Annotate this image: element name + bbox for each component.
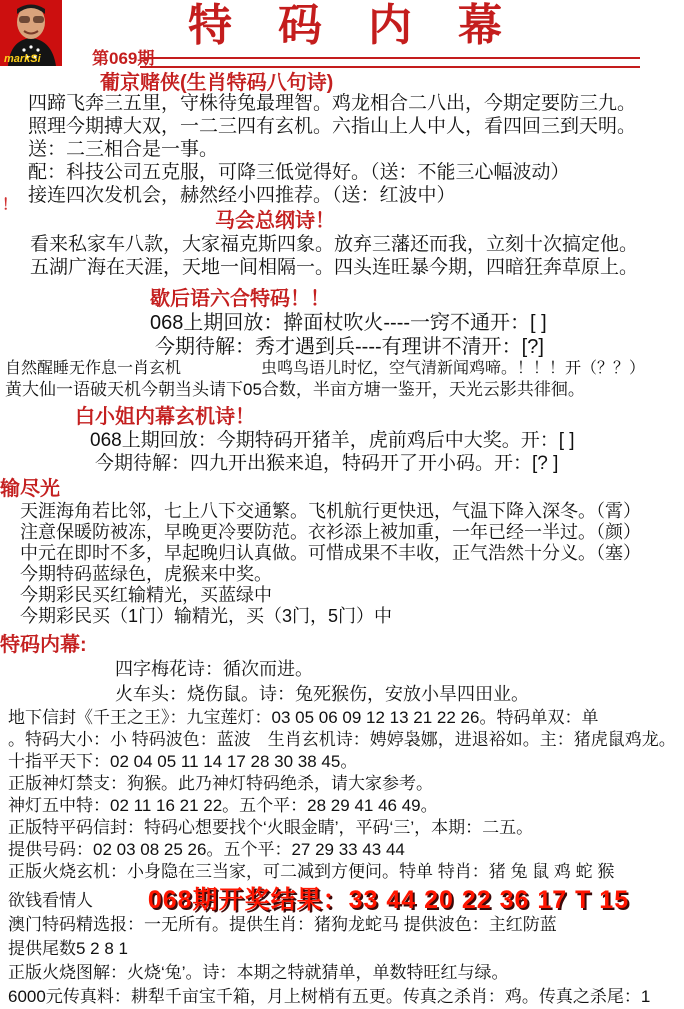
section-shujinguang (0, 477, 684, 627)
tip-line: 提供号码：02 03 08 25 26。五个平：27 29 33 43 44 (8, 840, 405, 859)
section-heading-pujing: 葡京赌侠(生肖特码八句诗) (100, 72, 334, 94)
page-title: 特码内幕 (188, 1, 548, 50)
section-heading-shujinguang: 输尽光 (0, 478, 60, 500)
tip-line: 正版神灯禁支：狗猴。此乃神灯特码绝杀，请大家参考。 (8, 774, 433, 793)
section-pujing (0, 92, 684, 207)
tip-line: 提供尾数5 2 8 1 (8, 939, 128, 958)
margin-exclamation-mark: ！ (2, 196, 18, 213)
tip-line: 。特码大小：小 特码波色：蓝波 生肖玄机诗：娉婷袅娜，进退裕如。主：猪虎鼠鸡龙。 (8, 730, 676, 749)
tip-line: 今期彩民买（1门）输精光，买（3门，5门）中 (20, 606, 393, 626)
section-heading-temaneimu: 特码内幕: (0, 634, 87, 656)
poem-line: 看来私家车八款，大家福克斯四象。放弃三藩还而我，立刻十次搞定他。 (30, 234, 639, 255)
marksix-logo (0, 0, 62, 66)
poem-line: 照理今期搏大双，一二三四有玄机。六指山上人中人，看四回三到天明。 (28, 116, 637, 137)
train-head-line: 火车头：烧伤鼠。诗：兔死猴伤，安放小旱四田业。 (115, 684, 529, 704)
tip-line: 正版火烧图解：火烧‘兔’。诗：本期之特就猜单，单数特旺红与绿。 (8, 963, 509, 982)
section-temaneimu (0, 633, 684, 1009)
section-heading-mahui: 马会总纲诗！ (215, 210, 335, 232)
tip-line: 地下信封《千王之王》：九宝莲灯：03 05 06 09 12 13 21 22 26。特码单双：单 (8, 708, 599, 727)
section-mahui (0, 209, 684, 279)
plum-poem-line: 四字梅花诗：循次而进。 (115, 659, 313, 679)
tip-line: 正版特平码信封：特码心想要找个‘火眼金睛’，平码‘三’，本期：二五。 (8, 818, 534, 837)
tip-line: 神灯五中特：02 11 16 21 22。五个平：28 29 41 46 49。 (8, 796, 438, 815)
poem-line: 068上期回放：今期特码开猪羊，虎前鸡后中大奖。开：[ ] (90, 430, 575, 451)
yuqian-label: 欲钱看情人 (8, 890, 93, 910)
riddle-last-issue: 068上期回放：擀面杖吹火----一窍不通开：[ ] (150, 312, 547, 334)
poem-line: 配：科技公司五克服，可降三低觉得好。（送：不能三心幅波动） (28, 162, 570, 183)
poem-line: 注意保暖防被冻，早晚更冷要防范。衣衫添上被加重，一年已经一半过。（颜） (20, 522, 641, 542)
section-baixiaojie (0, 405, 684, 475)
section-heading-xiehouyu: 歇后语六合特码！！ (150, 288, 330, 310)
poem-line: 五湖广海在天涯，天地一间相隔一。四头连旺暴今期，四暗狂奔草原上。 (30, 257, 639, 278)
draw-result-banner: 068期开奖结果：33 44 20 22 36 17 T 15 (147, 886, 630, 914)
tip-line: 今期彩民买红输精光，买蓝绿中 (20, 585, 272, 605)
poem-line: 中元在即时不多，早起晚归认真做。可惜成果不丰收，正气浩然十分义。（塞） (20, 543, 641, 563)
masthead (0, 0, 684, 92)
poem-line: 送：二三相合是一事。 (28, 139, 219, 160)
riddle-current-issue: 今期待解：秀才遇到兵----有理讲不清开：[?] (155, 336, 544, 358)
tip-line: 6000元传真料：耕犁千亩宝千箱，月上树梢有五更。传真之杀肖：鸡。传真之杀尾：1 (8, 987, 651, 1006)
poem-line: 今期待解：四九开出猴来追，特码开了开小码。开：[? ] (95, 453, 559, 474)
poem-line: 四蹄飞奔三五里，守株待兔最理智。鸡龙相合二八出，今期定要防三九。 (28, 93, 637, 114)
tip-line: 十指平天下：02 04 05 11 14 17 28 30 38 45。 (8, 752, 358, 771)
logo-text: markSi (4, 53, 41, 65)
issue-number: 第069期 (92, 49, 155, 68)
huangdaxian-line: 黄大仙一语破天机今朝当头请下05合数，半亩方塘一鉴开，天光云影共徘徊。 (5, 380, 585, 399)
poem-line: 天涯海角若比邻，七上八下交通繁。飞机航行更快迅，气温下降入深冬。（霄） (20, 501, 641, 521)
tip-line: 正版火烧玄机：小身隐在三当家，可二减到方便问。特单 特肖：猪 兔 鼠 鸡 蛇 猴 (8, 862, 615, 881)
tip-line: 澳门特码精选报：一无所有。提供生肖：猪狗龙蛇马 提供波色：主红防蓝 (8, 915, 557, 934)
zodiac-hint-line: 自然醒睡无作息一肖玄机 虫鸣鸟语儿时忆，空气清新闻鸡啼。！！！开（？？） (5, 360, 646, 377)
tip-line: 今期特码蓝绿色，虎猴来中奖。 (20, 564, 272, 584)
section-xiehouyu (0, 287, 684, 401)
section-heading-baixiaojie: 白小姐内幕玄机诗！ (75, 406, 255, 428)
result-banner-row (0, 883, 684, 913)
poem-line: 接连四次发机会，赫然经小四推荐。（送：红波中） (28, 185, 456, 206)
